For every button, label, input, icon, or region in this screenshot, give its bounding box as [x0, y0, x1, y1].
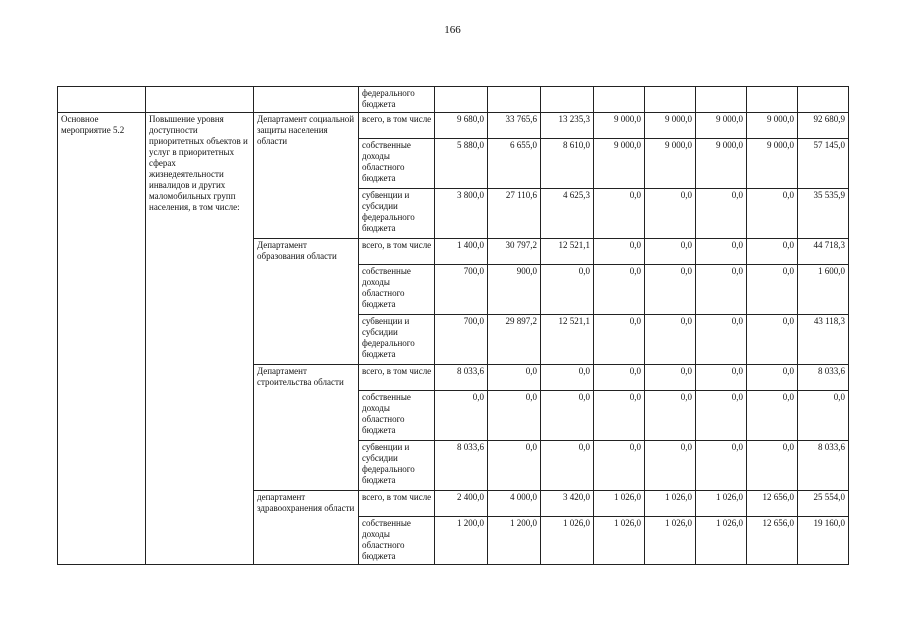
amount-cell: 0,0	[747, 391, 798, 441]
department-cell: Департамент образования области	[254, 239, 359, 365]
amount-cell: 44 718,3	[798, 239, 849, 265]
event-code-cell: Основное мероприятие 5.2	[58, 113, 146, 565]
amount-cell: 0,0	[594, 365, 645, 391]
amount-cell: 12 521,1	[541, 315, 594, 365]
amount-cell: 9 000,0	[747, 113, 798, 139]
amount-cell: 1 200,0	[435, 517, 488, 565]
amount-cell: 4 000,0	[488, 491, 541, 517]
amount-cell: 9 000,0	[696, 139, 747, 189]
amount-cell: 0,0	[747, 239, 798, 265]
amount-cell: 1 400,0	[435, 239, 488, 265]
table-cell	[696, 87, 747, 113]
budget-table	[57, 86, 849, 565]
department-cell: Департамент строительства области	[254, 365, 359, 491]
amount-cell: 0,0	[541, 391, 594, 441]
funding-source-cell: собственные доходы областного бюджета	[359, 265, 435, 315]
amount-cell: 0,0	[488, 391, 541, 441]
funding-source-cell: федерального бюджета	[359, 87, 435, 113]
amount-cell: 0,0	[594, 189, 645, 239]
amount-cell: 0,0	[798, 391, 849, 441]
table-row	[58, 87, 849, 113]
funding-source-cell: субвенции и субсидии федерального бюджета	[359, 441, 435, 491]
amount-cell: 0,0	[747, 441, 798, 491]
amount-cell: 35 535,9	[798, 189, 849, 239]
amount-cell: 700,0	[435, 315, 488, 365]
funding-source-cell: собственные доходы областного бюджета	[359, 391, 435, 441]
page-number: 166	[444, 24, 461, 36]
amount-cell: 9 000,0	[594, 139, 645, 189]
amount-cell: 0,0	[747, 265, 798, 315]
amount-cell: 9 000,0	[645, 113, 696, 139]
amount-cell: 1 026,0	[645, 491, 696, 517]
amount-cell: 2 400,0	[435, 491, 488, 517]
table-cell	[747, 87, 798, 113]
amount-cell: 8 033,6	[435, 441, 488, 491]
amount-cell: 1 026,0	[696, 517, 747, 565]
amount-cell: 0,0	[594, 265, 645, 315]
amount-cell: 3 420,0	[541, 491, 594, 517]
amount-cell: 1 200,0	[488, 517, 541, 565]
amount-cell: 5 880,0	[435, 139, 488, 189]
table-cell	[254, 87, 359, 113]
amount-cell: 8 610,0	[541, 139, 594, 189]
amount-cell: 0,0	[645, 265, 696, 315]
amount-cell: 12 521,1	[541, 239, 594, 265]
amount-cell: 900,0	[488, 265, 541, 315]
amount-cell: 700,0	[435, 265, 488, 315]
table-cell	[541, 87, 594, 113]
amount-cell: 4 625,3	[541, 189, 594, 239]
funding-source-cell: всего, в том числе	[359, 113, 435, 139]
amount-cell: 13 235,3	[541, 113, 594, 139]
amount-cell: 29 897,2	[488, 315, 541, 365]
table-cell	[146, 87, 254, 113]
funding-source-cell: всего, в том числе	[359, 365, 435, 391]
amount-cell: 0,0	[747, 189, 798, 239]
amount-cell: 0,0	[645, 189, 696, 239]
amount-cell: 0,0	[594, 391, 645, 441]
table-cell	[594, 87, 645, 113]
amount-cell: 6 655,0	[488, 139, 541, 189]
amount-cell: 9 000,0	[696, 113, 747, 139]
department-cell: Департамент социальной защиты населения области	[254, 113, 359, 239]
amount-cell: 3 800,0	[435, 189, 488, 239]
funding-source-cell: субвенции и субсидии федерального бюджета	[359, 189, 435, 239]
amount-cell: 25 554,0	[798, 491, 849, 517]
event-description-cell: Повышение уровня доступности приоритетных объектов и услуг в приоритетных сферах жизнедеятельности инвалидов и других маломобильных групп населения, в том числе:	[146, 113, 254, 565]
funding-source-cell: субвенции и субсидии федерального бюджета	[359, 315, 435, 365]
amount-cell: 12 656,0	[747, 491, 798, 517]
amount-cell: 0,0	[696, 239, 747, 265]
amount-cell: 0,0	[696, 265, 747, 315]
amount-cell: 1 026,0	[645, 517, 696, 565]
amount-cell: 0,0	[696, 189, 747, 239]
amount-cell: 0,0	[541, 441, 594, 491]
amount-cell: 27 110,6	[488, 189, 541, 239]
amount-cell: 30 797,2	[488, 239, 541, 265]
amount-cell: 0,0	[696, 441, 747, 491]
amount-cell: 0,0	[696, 391, 747, 441]
amount-cell: 0,0	[594, 441, 645, 491]
amount-cell: 0,0	[541, 365, 594, 391]
table-cell	[488, 87, 541, 113]
amount-cell: 8 033,6	[798, 365, 849, 391]
amount-cell: 12 656,0	[747, 517, 798, 565]
amount-cell: 19 160,0	[798, 517, 849, 565]
amount-cell: 0,0	[747, 365, 798, 391]
amount-cell: 43 118,3	[798, 315, 849, 365]
amount-cell: 1 026,0	[594, 491, 645, 517]
amount-cell: 0,0	[696, 365, 747, 391]
amount-cell: 0,0	[645, 391, 696, 441]
amount-cell: 1 026,0	[594, 517, 645, 565]
amount-cell: 0,0	[488, 365, 541, 391]
table-cell	[58, 87, 146, 113]
department-cell: департамент здравоохранения области	[254, 491, 359, 565]
amount-cell: 0,0	[594, 315, 645, 365]
amount-cell: 0,0	[645, 239, 696, 265]
amount-cell: 0,0	[435, 391, 488, 441]
amount-cell: 33 765,6	[488, 113, 541, 139]
amount-cell: 57 145,0	[798, 139, 849, 189]
table-cell	[435, 87, 488, 113]
table-row	[58, 113, 849, 139]
amount-cell: 9 680,0	[435, 113, 488, 139]
funding-source-cell: собственные доходы областного бюджета	[359, 517, 435, 565]
amount-cell: 0,0	[541, 265, 594, 315]
amount-cell: 0,0	[645, 441, 696, 491]
amount-cell: 9 000,0	[594, 113, 645, 139]
amount-cell: 0,0	[488, 441, 541, 491]
amount-cell: 0,0	[594, 239, 645, 265]
amount-cell: 92 680,9	[798, 113, 849, 139]
amount-cell: 1 026,0	[696, 491, 747, 517]
amount-cell: 0,0	[747, 315, 798, 365]
amount-cell: 0,0	[645, 365, 696, 391]
amount-cell: 0,0	[696, 315, 747, 365]
amount-cell: 9 000,0	[747, 139, 798, 189]
funding-source-cell: собственные доходы областного бюджета	[359, 139, 435, 189]
amount-cell: 1 600,0	[798, 265, 849, 315]
amount-cell: 8 033,6	[435, 365, 488, 391]
funding-source-cell: всего, в том числе	[359, 491, 435, 517]
amount-cell: 8 033,6	[798, 441, 849, 491]
table-cell	[798, 87, 849, 113]
amount-cell: 9 000,0	[645, 139, 696, 189]
amount-cell: 0,0	[645, 315, 696, 365]
table-cell	[645, 87, 696, 113]
amount-cell: 1 026,0	[541, 517, 594, 565]
funding-source-cell: всего, в том числе	[359, 239, 435, 265]
